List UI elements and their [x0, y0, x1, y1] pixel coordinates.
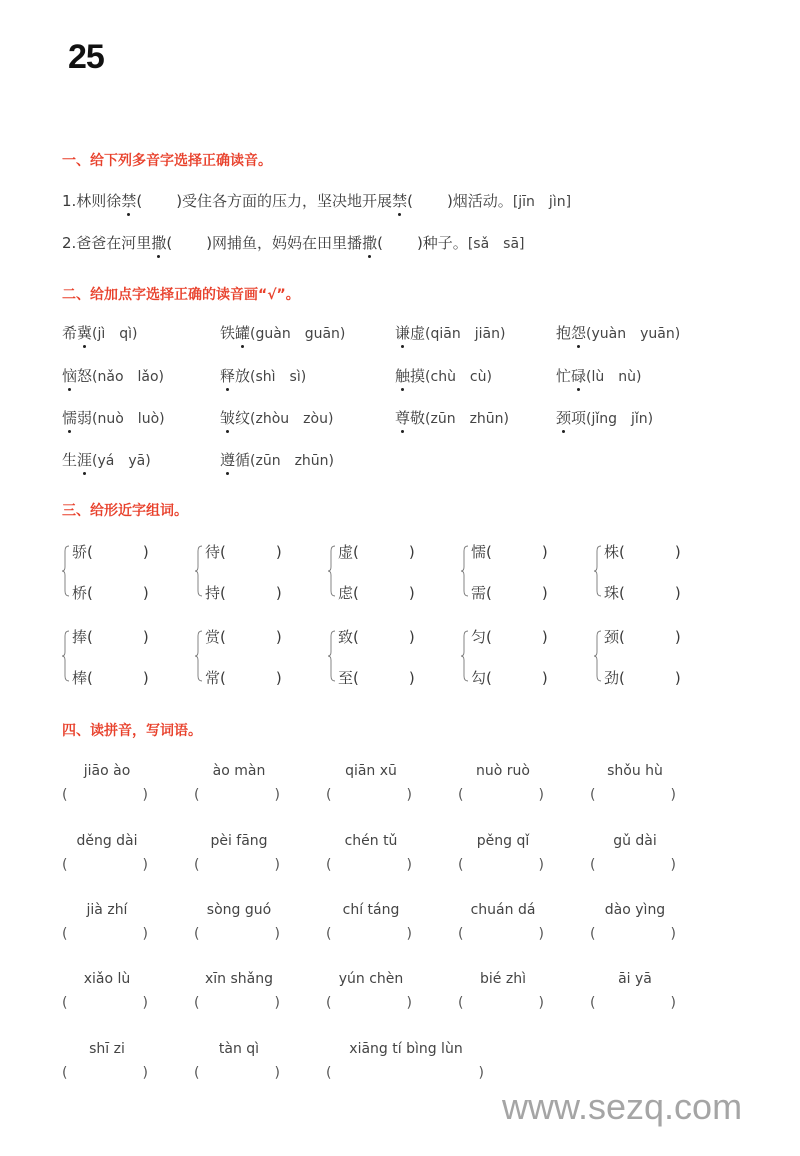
- q1-options: [jīn jìn]: [512, 194, 572, 210]
- s3-char: 待: [205, 543, 221, 561]
- open-paren: (: [590, 926, 596, 942]
- s4-pinyin: chuán dá: [470, 902, 536, 918]
- q2-text-mid: 网捕鱼，妈妈在田里播: [212, 234, 363, 252]
- s3-char: 捧: [72, 628, 88, 646]
- close-paren: ): [538, 995, 544, 1011]
- close-paren: ): [142, 926, 148, 942]
- s2-word-item: [395, 322, 505, 343]
- s2-char-b: 碌: [571, 367, 587, 385]
- s3-word-slot[interactable]: [338, 667, 415, 688]
- open-paren: (: [458, 857, 464, 873]
- s4-pinyin: jiāo ào: [83, 763, 131, 779]
- s4-answer-box[interactable]: [62, 787, 148, 803]
- s4-pinyin: shī zi: [89, 1041, 125, 1057]
- s3-char-pair: [62, 630, 172, 690]
- s4-pinyin: nuò ruò: [476, 763, 530, 779]
- open-paren: (: [87, 543, 93, 561]
- s4-answer-box[interactable]: [62, 1065, 148, 1081]
- open-paren: (: [353, 669, 359, 687]
- open-paren: (: [326, 857, 332, 873]
- s2-pinyin-options[interactable]: (shì sì): [250, 369, 307, 385]
- close-paren: ): [538, 787, 544, 803]
- s3-word-slot[interactable]: [205, 626, 282, 647]
- s3-word-slot[interactable]: [72, 541, 149, 562]
- s2-char-a: 尊: [395, 409, 411, 427]
- s2-char-b: 纹: [235, 409, 251, 427]
- q2-dotted-char: 撒: [151, 234, 167, 252]
- s4-answer-box[interactable]: [62, 926, 148, 942]
- close-paren: ): [142, 857, 148, 873]
- s2-pinyin-options[interactable]: (zūn zhūn): [425, 411, 510, 427]
- s2-pinyin-options[interactable]: (chù cù): [425, 369, 492, 385]
- s4-answer-box[interactable]: [194, 926, 280, 942]
- s2-char-b: 摸: [410, 367, 426, 385]
- s4-answer-box[interactable]: [326, 1065, 484, 1081]
- s3-char: 常: [205, 669, 221, 687]
- close-paren: ): [408, 628, 415, 646]
- s3-char: 匀: [471, 628, 487, 646]
- close-paren: ): [670, 787, 676, 803]
- s3-word-slot[interactable]: [471, 582, 548, 603]
- s2-word-item: [62, 449, 151, 470]
- s4-pinyin: xīn shǎng: [204, 971, 273, 987]
- s3-word-slot[interactable]: [471, 541, 548, 562]
- open-paren: (: [194, 1065, 200, 1081]
- close-paren: ): [275, 543, 282, 561]
- open-paren: (: [458, 995, 464, 1011]
- brace-icon: [62, 545, 70, 597]
- s3-char: 至: [338, 669, 354, 687]
- s3-char: 棒: [72, 669, 88, 687]
- s3-char: 持: [205, 584, 221, 602]
- close-paren: ): [142, 584, 149, 602]
- close-paren: ): [541, 543, 548, 561]
- s3-char-pair: [62, 545, 172, 605]
- open-paren: (: [619, 543, 625, 561]
- s2-word-item: [62, 322, 138, 343]
- s4-answer-box[interactable]: [194, 995, 280, 1011]
- open-paren: (: [486, 584, 492, 602]
- q1-text-mid: 受住各方面的压力，坚决地开展: [182, 192, 393, 210]
- s3-char-pair: [195, 545, 305, 605]
- close-paren: ): [274, 787, 280, 803]
- s2-word-item: [395, 407, 509, 428]
- s4-answer-box[interactable]: [590, 926, 676, 942]
- s3-char-pair: [594, 545, 704, 605]
- open-paren: (: [619, 584, 625, 602]
- s3-word-slot[interactable]: [471, 626, 548, 647]
- open-paren: (: [326, 1065, 332, 1081]
- close-paren: ): [674, 628, 681, 646]
- s3-char: 懦: [471, 543, 487, 561]
- s3-char: 桥: [72, 584, 88, 602]
- s4-pinyin: gǔ dài: [613, 833, 657, 849]
- s4-pinyin: jià zhí: [86, 902, 128, 918]
- close-paren: ): [275, 669, 282, 687]
- close-paren: ): [538, 857, 544, 873]
- s3-char: 勾: [471, 669, 487, 687]
- s2-char-a: 生: [62, 451, 78, 469]
- q2-text-post: 种子。: [422, 234, 468, 252]
- s2-char-a: 希: [62, 324, 78, 342]
- s3-word-slot[interactable]: [604, 626, 681, 647]
- s2-pinyin-options[interactable]: (lù nù): [586, 369, 642, 385]
- section3-heading: 三、给形近字组词。: [62, 503, 188, 519]
- s4-pinyin: bié zhì: [480, 971, 526, 987]
- s2-word-item: [220, 322, 345, 343]
- close-paren: ): [406, 787, 412, 803]
- q1-text-post: 烟活动。: [452, 192, 513, 210]
- s3-char-pair: [461, 630, 571, 690]
- s2-pinyin-options[interactable]: (qiān jiān): [425, 326, 506, 342]
- s4-pinyin: qiān xū: [345, 763, 397, 779]
- s4-pinyin: pèi fāng: [210, 833, 268, 849]
- brace-icon: [461, 545, 469, 597]
- s2-word-item: [220, 365, 306, 386]
- open-paren: (: [326, 995, 332, 1011]
- close-paren: ): [408, 543, 415, 561]
- s4-answer-box[interactable]: [326, 995, 412, 1011]
- s4-answer-box[interactable]: [590, 857, 676, 873]
- s4-answer-box[interactable]: [458, 787, 544, 803]
- s3-char: 骄: [72, 543, 88, 561]
- s2-word-item: [556, 322, 680, 343]
- s2-char-b: 怨: [571, 324, 587, 342]
- open-paren: (: [458, 787, 464, 803]
- s2-word-item: [556, 407, 653, 428]
- s2-pinyin-options[interactable]: (jì qì): [92, 326, 138, 342]
- s3-char: 劲: [604, 669, 620, 687]
- close-paren: ): [538, 926, 544, 942]
- close-paren: ): [406, 857, 412, 873]
- s4-pinyin: tàn qì: [218, 1041, 260, 1057]
- s3-word-slot[interactable]: [72, 626, 149, 647]
- open-paren: (: [62, 926, 68, 942]
- open-paren: (: [353, 628, 359, 646]
- s2-pinyin-options[interactable]: (guàn guān): [250, 326, 346, 342]
- s2-char-a: 触: [395, 367, 411, 385]
- s2-pinyin-options[interactable]: (nuò luò): [92, 411, 165, 427]
- s2-word-item: [62, 365, 164, 386]
- s3-word-slot[interactable]: [72, 667, 149, 688]
- s4-pinyin: shǒu hù: [607, 763, 663, 779]
- open-paren: (: [458, 926, 464, 942]
- s4-answer-box[interactable]: [326, 926, 412, 942]
- s2-char-b: 循: [235, 451, 251, 469]
- close-paren: ): [541, 669, 548, 687]
- open-paren: (: [194, 787, 200, 803]
- open-paren: (: [62, 995, 68, 1011]
- q2-text-pre: 2.爸爸在河里: [62, 234, 152, 252]
- open-paren: (: [326, 787, 332, 803]
- s4-answer-box[interactable]: [194, 1065, 280, 1081]
- s2-char-a: 铁: [220, 324, 236, 342]
- s2-word-item: [220, 407, 333, 428]
- s3-char-pair: [328, 630, 438, 690]
- s4-pinyin: sòng guó: [206, 902, 272, 918]
- open-paren: (: [62, 857, 68, 873]
- open-paren: (: [326, 926, 332, 942]
- s4-answer-box[interactable]: [458, 926, 544, 942]
- q2-dotted-char-2: 撒: [362, 234, 378, 252]
- open-paren: (: [87, 584, 93, 602]
- open-paren: (: [353, 584, 359, 602]
- s2-char-b: 罐: [235, 324, 251, 342]
- page-number: 25: [68, 38, 104, 76]
- s4-pinyin: chén tǔ: [344, 833, 398, 849]
- open-paren: (: [619, 628, 625, 646]
- s2-word-item: [220, 449, 334, 470]
- open-paren: (: [619, 669, 625, 687]
- s1-question-1: 1.林则徐禁( )受住各方面的压力，坚决地开展禁( )烟活动。[jīn jìn]: [62, 192, 572, 210]
- s4-pinyin: yún chèn: [338, 971, 404, 987]
- close-paren: ): [674, 584, 681, 602]
- s3-word-slot[interactable]: [72, 582, 149, 603]
- s2-char-a: 颈: [556, 409, 572, 427]
- s3-word-slot[interactable]: [205, 667, 282, 688]
- open-paren: (: [486, 669, 492, 687]
- close-paren: ): [408, 584, 415, 602]
- s2-char-a: 皱: [220, 409, 236, 427]
- s3-char-pair: [594, 630, 704, 690]
- s4-answer-box[interactable]: [458, 995, 544, 1011]
- s2-char-b: 冀: [77, 324, 93, 342]
- s3-word-slot[interactable]: [338, 541, 415, 562]
- brace-icon: [195, 630, 203, 682]
- close-paren: ): [670, 857, 676, 873]
- s2-char-b: 涯: [77, 451, 93, 469]
- s3-char-pair: [461, 545, 571, 605]
- close-paren: ): [670, 995, 676, 1011]
- s4-answer-box[interactable]: [194, 787, 280, 803]
- s2-word-item: [556, 365, 641, 386]
- s3-word-slot[interactable]: [604, 541, 681, 562]
- open-paren: (: [590, 787, 596, 803]
- close-paren: ): [406, 995, 412, 1011]
- s2-word-item: [395, 365, 492, 386]
- open-paren: (: [62, 787, 68, 803]
- s3-char: 赏: [205, 628, 221, 646]
- q1-text-pre: 1.林则徐: [62, 192, 122, 210]
- close-paren: ): [142, 669, 149, 687]
- s1-question-2: 2.爸爸在河里撒( )网捕鱼，妈妈在田里播撒( )种子。[sǎ sā]: [62, 234, 525, 252]
- close-paren: ): [406, 926, 412, 942]
- s3-word-slot[interactable]: [205, 541, 282, 562]
- brace-icon: [594, 545, 602, 597]
- brace-icon: [195, 545, 203, 597]
- s4-pinyin: děng dài: [76, 833, 138, 849]
- section1-heading: 一、给下列多音字选择正确读音。: [62, 153, 272, 169]
- s3-char: 需: [471, 584, 487, 602]
- close-paren: ): [142, 628, 149, 646]
- brace-icon: [328, 630, 336, 682]
- s4-answer-box[interactable]: [326, 857, 412, 873]
- open-paren: (: [220, 669, 226, 687]
- open-paren: (: [590, 995, 596, 1011]
- brace-icon: [594, 630, 602, 682]
- s2-pinyin-options[interactable]: (zūn zhūn): [250, 453, 335, 469]
- open-paren: (: [194, 995, 200, 1011]
- close-paren: ): [541, 584, 548, 602]
- s4-pinyin: xiāng tí bìng lùn: [349, 1041, 463, 1057]
- s4-pinyin: dào yìng: [604, 902, 666, 918]
- watermark: www.sezq.com: [502, 1086, 743, 1127]
- brace-icon: [461, 630, 469, 682]
- s2-char-a: 释: [220, 367, 236, 385]
- open-paren: (: [220, 584, 226, 602]
- s2-char-b: 敬: [410, 409, 426, 427]
- q1-dotted-char: 禁: [121, 192, 137, 210]
- section4-heading: 四、读拼音，写词语。: [62, 723, 202, 739]
- brace-icon: [328, 545, 336, 597]
- s2-pinyin-options[interactable]: (yuàn yuān): [586, 326, 681, 342]
- close-paren: ): [478, 1065, 484, 1081]
- s2-pinyin-options[interactable]: (zhòu zòu): [250, 411, 334, 427]
- s3-char: 虑: [338, 584, 354, 602]
- s3-word-slot[interactable]: [338, 582, 415, 603]
- s2-char-a: 抱: [556, 324, 572, 342]
- s2-char-a: 谦: [395, 324, 411, 342]
- open-paren: (: [194, 857, 200, 873]
- close-paren: ): [274, 926, 280, 942]
- close-paren: ): [541, 628, 548, 646]
- q2-options: [sǎ sā]: [467, 236, 525, 252]
- s3-char-pair: [195, 630, 305, 690]
- close-paren: ): [275, 584, 282, 602]
- s2-char-a: 忙: [556, 367, 572, 385]
- s2-char-b: 弱: [77, 409, 93, 427]
- close-paren: ): [674, 543, 681, 561]
- s3-word-slot[interactable]: [205, 582, 282, 603]
- close-paren: ): [275, 628, 282, 646]
- s2-char-b: 怒: [77, 367, 93, 385]
- s2-char-a: 遵: [220, 451, 236, 469]
- s3-word-slot[interactable]: [338, 626, 415, 647]
- s2-char-a: 懦: [62, 409, 78, 427]
- close-paren: ): [142, 1065, 148, 1081]
- open-paren: (: [194, 926, 200, 942]
- open-paren: (: [62, 1065, 68, 1081]
- s4-pinyin: pěng qǐ: [476, 833, 530, 849]
- s4-pinyin: āi yā: [618, 971, 652, 987]
- s3-char: 珠: [604, 584, 620, 602]
- s3-char: 致: [338, 628, 354, 646]
- brace-icon: [62, 630, 70, 682]
- s4-pinyin: chí táng: [342, 902, 400, 918]
- open-paren: (: [220, 543, 226, 561]
- open-paren: (: [87, 669, 93, 687]
- s4-answer-box[interactable]: [326, 787, 412, 803]
- close-paren: ): [274, 1065, 280, 1081]
- close-paren: ): [670, 926, 676, 942]
- s4-answer-box[interactable]: [194, 857, 280, 873]
- s2-char-b: 项: [571, 409, 587, 427]
- s2-pinyin-options[interactable]: (yá yā): [92, 453, 151, 469]
- open-paren: (: [220, 628, 226, 646]
- s3-char: 株: [604, 543, 620, 561]
- s4-pinyin: ào màn: [212, 763, 266, 779]
- close-paren: ): [274, 857, 280, 873]
- open-paren: (: [590, 857, 596, 873]
- s2-char-a: 恼: [62, 367, 78, 385]
- close-paren: ): [142, 543, 149, 561]
- s3-word-slot[interactable]: [604, 667, 681, 688]
- s4-answer-box[interactable]: [590, 787, 676, 803]
- close-paren: ): [408, 669, 415, 687]
- s3-char: 颈: [604, 628, 620, 646]
- q1-dotted-char-2: 禁: [392, 192, 408, 210]
- s3-word-slot[interactable]: [471, 667, 548, 688]
- s4-answer-box[interactable]: [62, 995, 148, 1011]
- s2-pinyin-options[interactable]: (jǐng jǐn): [586, 411, 654, 427]
- s2-char-b: 虚: [410, 324, 426, 342]
- s4-answer-box[interactable]: [62, 857, 148, 873]
- close-paren: ): [142, 787, 148, 803]
- close-paren: ): [674, 669, 681, 687]
- s3-char: 虚: [338, 543, 354, 561]
- close-paren: ): [142, 995, 148, 1011]
- s3-char-pair: [328, 545, 438, 605]
- open-paren: (: [353, 543, 359, 561]
- s4-answer-box[interactable]: [590, 995, 676, 1011]
- section2-heading: 二、给加点字选择正确的读音画“√”。: [62, 287, 300, 303]
- s3-word-slot[interactable]: [604, 582, 681, 603]
- s2-word-item: [62, 407, 165, 428]
- close-paren: ): [274, 995, 280, 1011]
- s4-pinyin: xiǎo lù: [83, 971, 131, 987]
- s4-answer-box[interactable]: [458, 857, 544, 873]
- open-paren: (: [486, 628, 492, 646]
- open-paren: (: [486, 543, 492, 561]
- open-paren: (: [87, 628, 93, 646]
- s2-char-b: 放: [235, 367, 251, 385]
- s2-pinyin-options[interactable]: (nǎo lǎo): [92, 369, 165, 385]
